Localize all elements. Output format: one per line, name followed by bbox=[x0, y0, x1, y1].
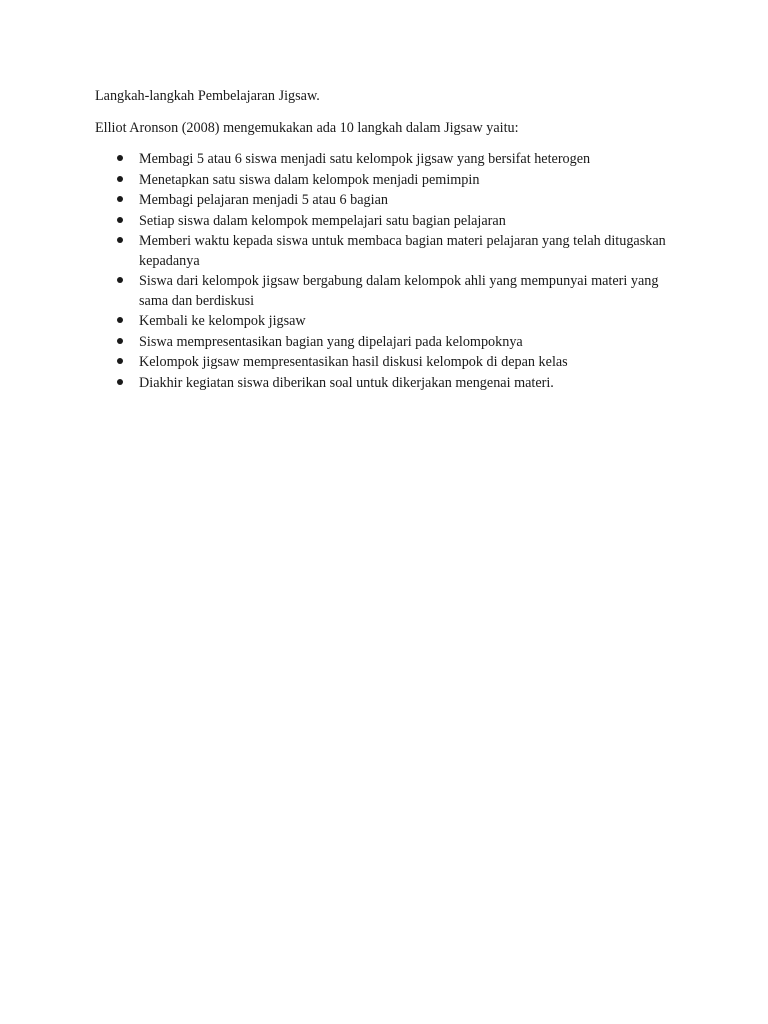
step-text: Diakhir kegiatan siswa diberikan soal untuk dikerjakan mengenai materi. bbox=[139, 374, 554, 391]
step-text: Menetapkan satu siswa dalam kelompok menjadi pemimpin bbox=[139, 171, 480, 188]
list-item bbox=[0, 353, 679, 373]
step-text: Kembali ke kelompok jigsaw bbox=[139, 313, 306, 329]
list-item bbox=[0, 171, 679, 191]
list-item bbox=[0, 374, 679, 394]
list-item bbox=[0, 333, 679, 353]
list-item bbox=[0, 272, 679, 311]
bullet-icon bbox=[114, 374, 126, 394]
step-text: Siswa dari kelompok jigsaw bergabung dalam kelompok ahli yang mempunyai materi yang sama dan berdiskusi bbox=[139, 273, 659, 309]
step-text: Setiap siswa dalam kelompok mempelajari satu bagian pelajaran bbox=[139, 212, 506, 229]
step-text: Siswa mempresentasikan bagian yang dipelajari pada kelompoknya bbox=[139, 333, 523, 350]
bullet-icon bbox=[114, 312, 126, 332]
list-item bbox=[0, 312, 679, 332]
bullet-icon bbox=[114, 333, 126, 353]
bullet-icon bbox=[114, 150, 126, 170]
bullet-icon bbox=[114, 171, 126, 191]
document-heading: Langkah-langkah Pembelajaran Jigsaw. bbox=[95, 88, 320, 104]
steps-list bbox=[0, 150, 768, 394]
step-text: Memberi waktu kepada siswa untuk membaca bagian materi pelajaran yang telah ditugaskan kepadanya bbox=[139, 233, 666, 269]
list-item bbox=[0, 232, 679, 271]
list-item bbox=[0, 150, 679, 170]
step-text: Membagi pelajaran menjadi 5 atau 6 bagian bbox=[139, 192, 388, 208]
bullet-icon bbox=[114, 353, 126, 373]
step-text: Kelompok jigsaw mempresentasikan hasil diskusi kelompok di depan kelas bbox=[139, 354, 568, 370]
bullet-icon bbox=[114, 272, 126, 292]
bullet-icon bbox=[114, 191, 126, 211]
step-text: Membagi 5 atau 6 siswa menjadi satu kelompok jigsaw yang bersifat heterogen bbox=[139, 151, 591, 167]
list-item bbox=[0, 191, 679, 211]
bullet-icon bbox=[114, 212, 126, 232]
intro-paragraph: Elliot Aronson (2008) mengemukakan ada 10 langkah dalam Jigsaw yaitu: bbox=[95, 120, 519, 136]
bullet-icon bbox=[114, 232, 126, 252]
list-item bbox=[0, 212, 679, 232]
